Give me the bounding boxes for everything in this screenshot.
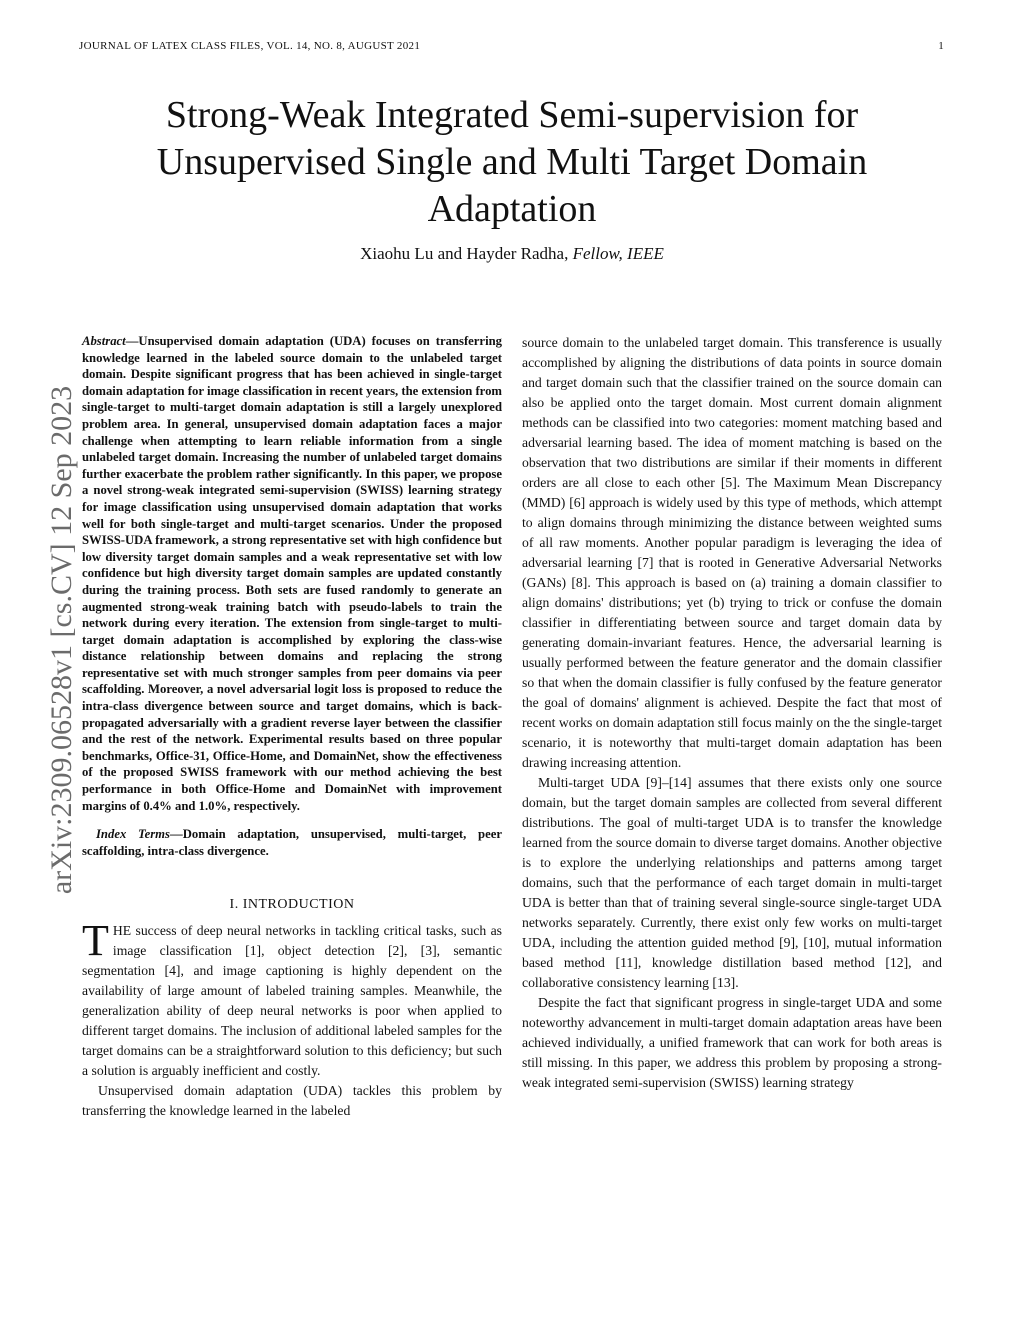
section-heading: [82, 895, 502, 915]
right-paragraph-3: Despite the fact that significant progress in single-target UDA and some noteworthy advancement in multi-target domain adaptation areas have been achieved individually, a unified framework that can work for both areas is still missing. In this paper, we address this problem by proposing a strong-weak integrated semi-supervision (SWISS) learning strategy: [522, 995, 942, 1090]
abstract-text: —Unsupervised domain adaptation (UDA) focuses on transferring knowledge learned in the labeled source domain to the unlabeled target domain. Despite significant progress that has been achieved in single-target domain adaptation for image classification in recent years, the extension from single-target to multi-target domain adaptation is still a largely unexplored problem area. In general, unsupervised domain adaptation faces a major challenge when attempting to learn reliable information from a single unlabeled target domain. Increasing the number of unlabeled target domains further exacerbate the problem rather significantly. In this paper, we propose a novel strong-weak integrated semi-supervision (SWISS) learning strategy for image classification using unsupervised domain adaptation that works well for both single-target and multi-target scenarios. Under the proposed SWISS-UDA framework, a strong representative set with high confidence but low diversity target domain samples and a weak representative set with low confidence but high diversity target domain samples are updated constantly during the training process. Both sets are fused randomly to generate an augmented strong-weak training batch with pseudo-labels to train the network during every iteration. The extension from single-target to multi-target domain adaptation is accomplished by exploring the class-wise distance relationship between domains and replacing the strong representative set with much stronger samples from peer domains via peer scaffolding. Moreover, a novel adversarial logit loss is proposed to reduce the intra-class divergence between source and target domains, which is back-propagated adversarially with a gradient reverse layer between the classifier and the rest of the network. Experimental results based on three popular benchmarks, Office-31, Office-Home, and DomainNet, show the effectiveness of the proposed SWISS framework with our method achieving the best performance in both Office-Home and DomainNet with improvement margins of 0.4% and 1.0%, respectively.: [82, 334, 502, 813]
index-terms-label: Index Terms: [96, 827, 170, 842]
right-column: [522, 333, 942, 1093]
abstract: [82, 333, 502, 814]
journal-name: JOURNAL OF LATEX CLASS FILES, VOL. 14, NO. 8, AUGUST 2021: [79, 40, 421, 52]
author-line: [80, 244, 944, 264]
drop-cap: T: [82, 916, 109, 966]
abstract-label: Abstract: [82, 334, 126, 348]
intro-paragraph-2: Unsupervised domain adaptation (UDA) tackles this problem by transferring the knowledge learned in the labeled: [82, 1083, 502, 1119]
paper-title: Strong-Weak Integrated Semi-supervision for Unsupervised Single and Multi Target Domain Adaptation: [156, 94, 868, 230]
page-number: 1: [938, 40, 944, 52]
running-header: [79, 40, 944, 52]
right-paragraph-1: source domain to the unlabeled target domain. This transference is usually accomplished by aligning the distributions of data points in source domain and target domain such that the classifier trained on the source domain can also be applied onto the target domain. Most current domain alignment methods can be classified into two categories: moment matching based and adversarial learning based. The idea of moment matching is based on the observation that two distributions are similar if their moments in different orders are all close to each other [5]. The Maximum Mean Discrepancy (MMD) [6] approach is widely used by this type of methods, which attempt to align domains through minimizing the distance between weighted sums of all raw moments. Another popular paradigm is leveraging the idea of adversarial learning [7] that is rooted in Generative Adversarial Networks (GANs) [8]. This approach is based on (a) training a domain classifier to align domains' distributions; yet (b) trying to trick or confuse the domain classifier in differentiating between source and target domain data by generating domain-invariant features. Hence, the adversarial learning is usually performed between the feature generator and the domain classifier so that when the domain classifier is fully confused by the feature generator the goal of domains' alignment is achieved. Despite the fact that most of recent works on domain adaptation still focus mainly on the the single-target scenario, it is noteworthy that multi-target domain adaptation has been drawing increasing attention.: [522, 335, 942, 770]
index-terms: [82, 826, 502, 859]
intro-paragraph-1: [82, 916, 502, 1081]
author-affiliation: Fellow, IEEE: [572, 244, 664, 263]
left-column: [82, 333, 502, 1121]
section-number: I.: [229, 897, 239, 913]
intro-paragraph-1-text: HE success of deep neural networks in tackling critical tasks, such as image classification [1], object detection [2], [3], semantic segmentation [4], and image captioning is highly dependent on the availability of large amount of labeled training samples. Meanwhile, the generalization ability of deep neural networks is poor when applied to different target domains. The inclusion of additional labeled samples for the target domains can be a straightforward solution to this deficiency; but such a solution is arguably inefficient and costly.: [82, 923, 502, 1079]
right-paragraph-2: Multi-target UDA [9]–[14] assumes that there exists only one source domain, but the target domain samples are collected from several different distributions. The goal of multi-target UDA is to transfer the knowledge learned from the source domain to diverse target domains. Another objective is to explore the underlying relationships and patterns among target domains, such that the performance of each target domain in multi-target UDA is better than that of training several single-source single-target UDA networks separately. Currently, there exist only few works on multi-target UDA, including the attention guided method [9], [10], mutual information based method [11], knowledge distillation based method [12], and collaborative consistency learning [13].: [522, 775, 942, 990]
section-title: INTRODUCTION: [242, 897, 355, 913]
index-terms-text: —Domain adaptation, unsupervised, multi-target, peer scaffolding, intra-class divergence.: [82, 827, 502, 858]
arxiv-watermark: arXiv:2309.06528v1 [cs.CV] 12 Sep 2023: [45, 385, 78, 895]
author-names: Xiaohu Lu and Hayder Radha,: [360, 244, 569, 263]
